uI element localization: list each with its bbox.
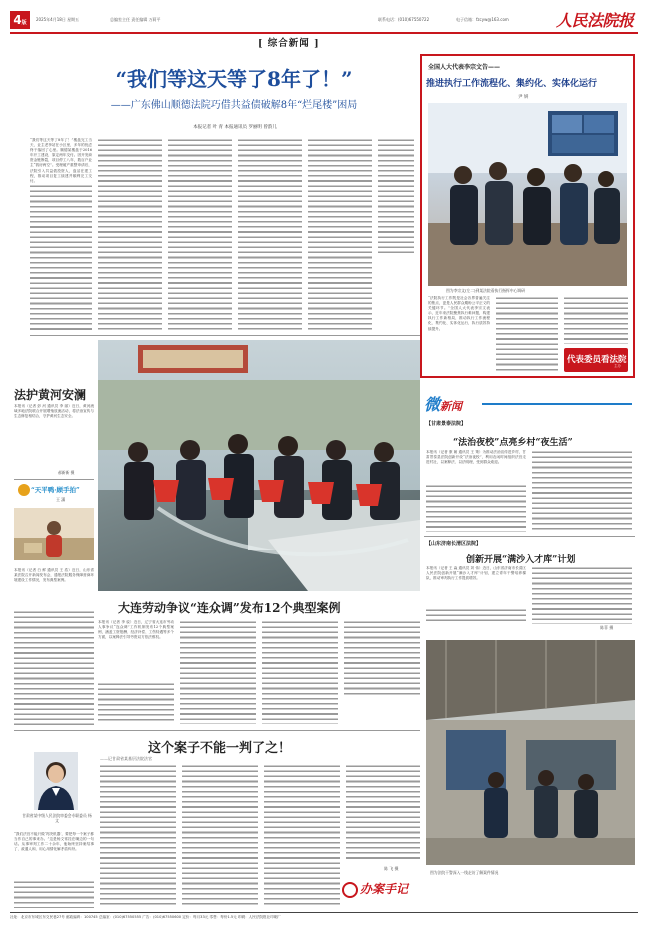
bottom-body-col1-rest — [14, 880, 94, 908]
deputy-title: 推进执行工作流程化、集约化、实体化运行 — [426, 79, 598, 89]
micro-news-header — [420, 392, 635, 414]
micro-body2-col1-rest — [426, 608, 526, 624]
labor-body-col1-rest — [98, 682, 174, 724]
chief-editor: 总编室主任 — [110, 17, 130, 22]
deputy-box — [420, 54, 635, 378]
micro-title2: 创新开展“满沙入才库”计划 — [466, 555, 576, 565]
lead-headline: “我们等这天等了8年了！” — [115, 67, 353, 91]
yellow-river-title: 法护黄河安澜 — [14, 388, 87, 402]
deputy-logo — [564, 348, 628, 372]
left-news2-body: 本报讯（记者 白 鲜 通讯员 王 浩）近日，山东省某法院召开新闻发布会，通报法院服务保障营商环境建设工作情况，发布典型案例。 — [14, 568, 94, 583]
lead-body-col5 — [308, 138, 372, 330]
bottom-body-col5 — [346, 764, 420, 862]
editor-line — [110, 17, 161, 23]
lead-body-intro: “我们等这天等了8年了！”楼盘完工当天，业主老李站在小区里，多年的忧虑终于落回了心里。顺德某楼盘于2016年开工建设，原定两年交付。因开发商资金链断裂，项目停工八年，数百户业主“钱房两空”。受理破产重整申请后，法院引入共益债投资人，盘活在建工程，推动项目复工续建并顺利完工交付。 — [30, 138, 92, 183]
lead-byline: 本报记者 叶 青 本报通讯员 罗丽明 曾韵儿 — [193, 125, 277, 130]
deputy-photo-image — [428, 103, 627, 286]
micro-title1: “法治夜校”点亮乡村“夜生活” — [453, 438, 573, 448]
labor-title: 大连劳动争议“连众调”发布12个典型案例 — [118, 601, 341, 615]
header-rule — [10, 32, 638, 34]
deputy-photo — [428, 103, 627, 286]
footer-rule — [10, 912, 638, 913]
footer-text: 社址：北京市东城区东交民巷27号 邮政编码：100745 总编室：(010)67550555 广告：(010)67550600 定价：每月33元 零售：每份1.5元 印刷：人民法院报社印刷厂 — [10, 915, 282, 919]
column-badge — [18, 484, 92, 506]
factory-photo — [426, 640, 635, 865]
page-label: 版 — [21, 20, 27, 26]
micro-body1: 本报讯（记者 康 朝 通讯员 王 策）为推动法治宣传进乡村，甘肃景泰县法院创新开设“法治夜校”，利用农闲时间组织法官走进村社，以案释法、以法明理，受到群众欢迎。 — [426, 450, 526, 465]
micro-body1-col1-rest — [426, 484, 526, 532]
page-number: 4 — [13, 13, 22, 27]
lead-body-col4 — [238, 138, 302, 330]
column-badge-sub: 王 潇 — [56, 497, 66, 502]
section-editor: 责任编辑 — [131, 17, 148, 22]
judge-portrait — [34, 752, 78, 810]
micro-body2-col2 — [532, 566, 632, 624]
column-badge-title: “天平鸭·顾手拍” — [31, 486, 80, 494]
labor-body-col4 — [344, 620, 420, 696]
yellow-river-author: 郝新新 摄 — [58, 470, 75, 475]
page-header — [10, 11, 638, 31]
section-title: [ 综合新闻 ] — [258, 38, 320, 49]
bottom-photo-caption: 图为法院干警深入一线走访了解案件情况 — [430, 870, 499, 875]
lead-body-col1 — [30, 184, 92, 330]
deputy-logo-text: 代表委员看法院 — [567, 355, 627, 365]
bottom-body-col4 — [264, 764, 340, 908]
micro-news-logo-rest: 新闻 — [440, 400, 463, 413]
bottom-body-col2 — [100, 764, 176, 908]
release-photo-image — [98, 340, 420, 591]
deputy-body-col2 — [496, 296, 558, 372]
factory-photo-image — [426, 640, 635, 865]
release-photo — [98, 340, 420, 591]
left-small-photo — [14, 508, 94, 560]
micro-section2: 【山东济南长清区法院】 — [426, 541, 482, 547]
case-notes-stamp — [340, 876, 420, 904]
phone-line: 联系电话：(010)67550722 — [378, 17, 430, 22]
divider-lead — [30, 335, 420, 336]
divider-bottom-top — [14, 730, 420, 731]
page-number-badge — [10, 11, 30, 29]
micro-author: 陈菲 摄 — [600, 625, 614, 630]
judge-caption: 甘肃省某中级人民法院审委会专职委员 杨 文 — [22, 813, 92, 823]
left-news2-lines — [14, 610, 94, 725]
bottom-body-col1: “我们法官不能只做‘判决机器’，要把每一个案子都当作自己的事来办。”这是杨文常挂在嘴边的一句话。从事审判工作二十余年，他始终坚持案结事了、政通人和，用心用情化解矛盾纠纷。 — [14, 832, 94, 852]
bottom-photo-author: 陈 飞 摄 — [384, 866, 399, 871]
lead-body-col3 — [168, 138, 232, 330]
bottom-subline: ——记甘肃省某基层法院法官 — [100, 756, 152, 761]
lead-subhead: ——广东佛山顺德法院巧借共益债破解8年“烂尾楼”困局 — [110, 100, 358, 111]
email-line: 电子信箱：fzcyw@163.com — [456, 17, 509, 22]
micro-news-logo-char: 微 — [424, 395, 441, 414]
divider-micro — [424, 536, 635, 537]
micro-body2: 本报讯（记者 王 淼 通讯员 刘 伟）近日，山东省济南市长清区人民法院创新开展“满沙入才库”计划，建立青年干警培养梯队，推动审判执行工作提质增效。 — [426, 566, 526, 581]
case-notes-stamp-label: 办案手记 — [360, 882, 409, 896]
deputy-body-col3 — [564, 296, 628, 344]
lead-body-col6 — [378, 138, 414, 256]
judge-portrait-image — [34, 752, 78, 810]
micro-news-logo — [424, 392, 462, 415]
bottom-body-col3 — [182, 764, 258, 908]
designer: 万莉平 — [148, 17, 161, 22]
date-line: 2025年4月18日 星期五 — [36, 17, 80, 22]
deputy-kicker: 全国人大代表李宗文告—— — [428, 64, 501, 71]
lead-body-col2 — [98, 138, 162, 330]
labor-body-col3 — [262, 620, 338, 724]
left-small-photo-image — [14, 508, 94, 560]
deputy-body: “法院执行工作既是社会各界普遍关注的焦点，更是人民群众期盼公平正义的关键环节。”全国人大代表李宗文表示，近年来法院聚焦执行难问题，构建执行工作新格局，推动执行工作流程化、集约化、实体化运行，执行质效持续提升。 — [428, 296, 490, 331]
micro-news-rule — [482, 403, 632, 405]
micro-body1-col2 — [532, 450, 632, 532]
deputy-logo-note: 主办 — [614, 364, 621, 368]
masthead-logo: 人民法院报 — [556, 11, 634, 30]
case-notes-stamp-icon — [342, 882, 358, 898]
column-badge-icon — [18, 484, 30, 496]
micro-section1: 【甘肃景泰法院】 — [426, 421, 467, 427]
bottom-headline: 这个案子不能一判了之！ — [148, 741, 292, 756]
labor-body-col2 — [180, 620, 256, 724]
yellow-river-body: 本报讯（记者 彭 河 通讯员 李 丽）近日，黄河流域多地法院联合开展增殖放流活动，将法治宣传与生态修复相结合，守护黄河生态安全。 — [14, 404, 94, 419]
divider-left-1 — [14, 479, 94, 480]
deputy-caption: 图为李宗文(左二)到某法院看执行指挥中心调研 — [446, 288, 525, 293]
labor-body-col1: 本报讯（记者 李 骁）近日，辽宁省大连市劳动人事争议“连众调”工作机制发布12个典型案例，涵盖工资报酬、经济补偿、工伤待遇等多个方面，以案释法引导劳资双方依法维权。 — [98, 620, 174, 640]
deputy-author: 尹 妍 — [518, 95, 529, 100]
